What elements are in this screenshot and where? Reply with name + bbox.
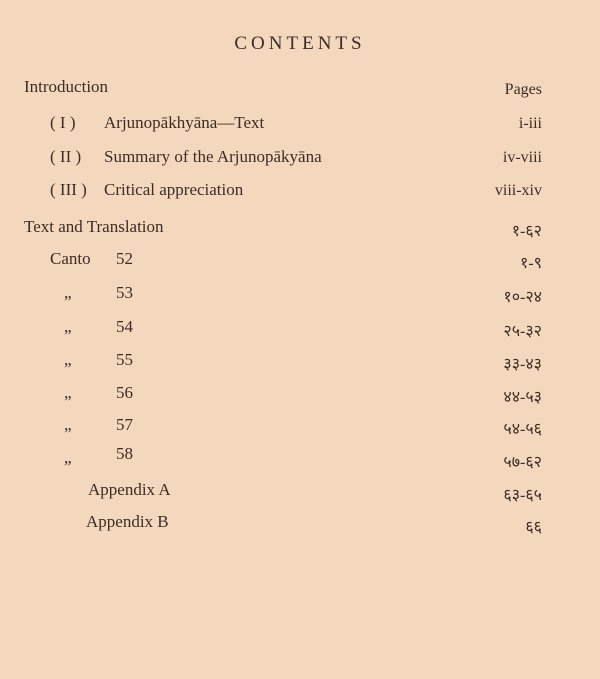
- entry-appendix-b: Appendix B: [86, 512, 169, 531]
- pages-header: Pages: [504, 81, 542, 98]
- entry-pages: viii-xiv: [494, 182, 542, 199]
- entry-pages: १०-२४: [503, 289, 542, 306]
- entry-pages: ३३-४३: [503, 356, 542, 373]
- ditto-mark: „: [64, 415, 72, 434]
- entry-pages: २५-३२: [503, 323, 542, 340]
- ditto-mark: „: [64, 383, 72, 402]
- page-title: CONTENTS: [234, 33, 366, 54]
- entry-label: Summary of the Arjunopākyāna: [104, 147, 322, 166]
- entry-pages: ६६: [525, 519, 542, 536]
- entry-pages: ५७-६२: [503, 454, 542, 471]
- entry-number: ( III ): [50, 180, 87, 199]
- entry-canto-number: 53: [116, 283, 133, 302]
- entry-label: Arjunopākhyāna—Text: [104, 113, 265, 132]
- ditto-mark: „: [64, 448, 72, 467]
- ditto-mark: „: [64, 283, 72, 302]
- entry-canto-number: 58: [116, 444, 133, 463]
- entry-pages: १-९: [520, 255, 542, 272]
- entry-canto-number: 56: [116, 383, 133, 402]
- entry-pages: i-iii: [518, 115, 542, 132]
- entry-pages: ४४-५३: [503, 389, 542, 406]
- entry-pages: ५४-५६: [503, 421, 542, 438]
- entry-pages: ६३-६५: [503, 487, 542, 504]
- entry-pages: १-६२: [511, 223, 542, 240]
- ditto-mark: „: [64, 350, 72, 369]
- entry-number: ( I ): [50, 113, 76, 132]
- entry-appendix-a: Appendix A: [88, 480, 171, 499]
- ditto-mark: „: [64, 317, 72, 336]
- entry-number: ( II ): [50, 147, 82, 166]
- entry-canto-number: 52: [116, 249, 133, 268]
- entry-canto-label: Canto: [50, 249, 91, 268]
- entry-pages: iv-viii: [502, 149, 542, 166]
- entry-canto-number: 55: [116, 350, 133, 369]
- entry-canto-number: 57: [116, 415, 133, 434]
- entry-label: Critical appreciation: [104, 180, 244, 199]
- entry-canto-number: 54: [116, 317, 133, 336]
- entry-text-translation: Text and Translation: [24, 217, 164, 236]
- entry-introduction: Introduction: [24, 77, 109, 96]
